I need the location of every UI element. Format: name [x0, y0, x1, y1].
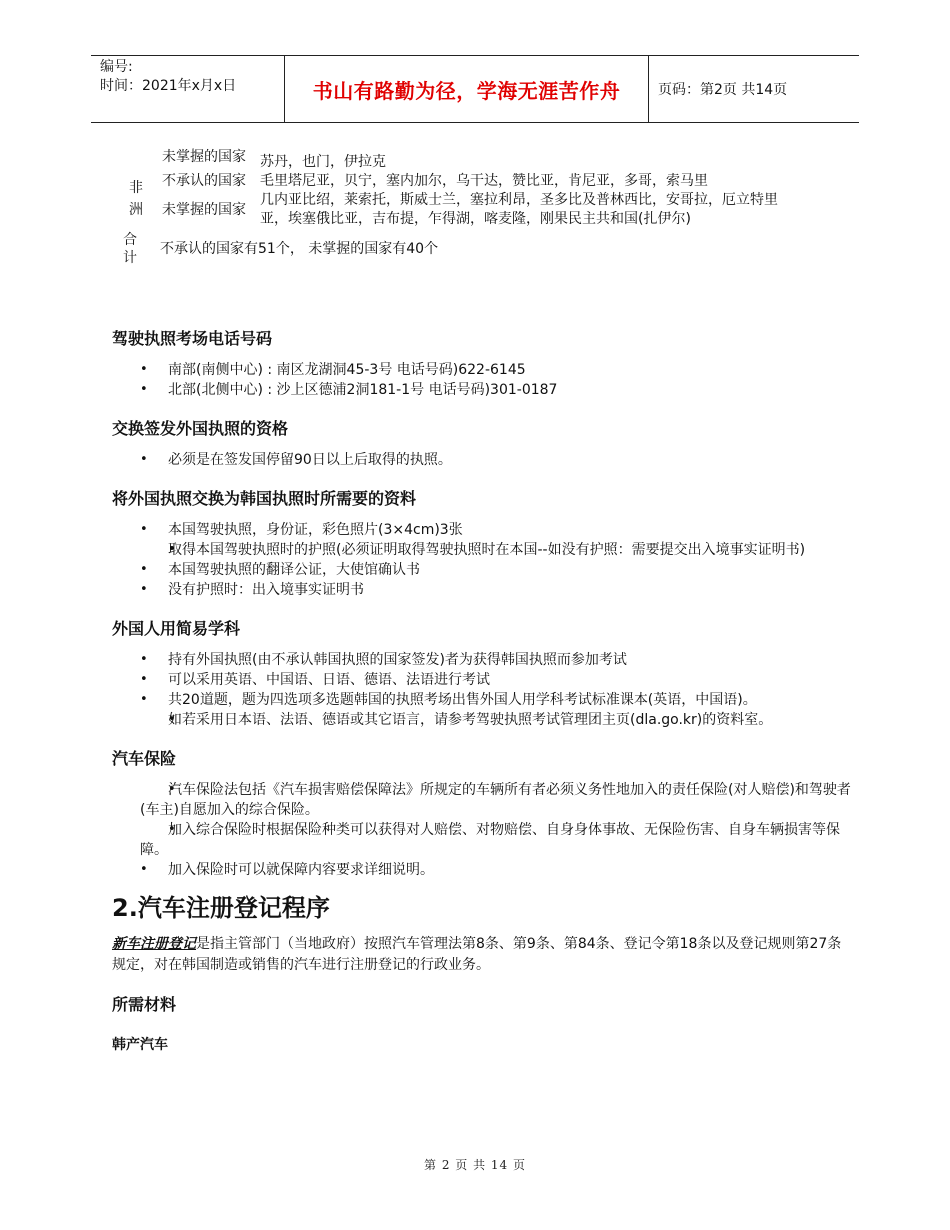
simple-exam-list — [112, 650, 852, 730]
korean-car-label: 韩产汽车 — [112, 1037, 168, 1053]
registration-term: 新车注册登记 — [112, 936, 196, 952]
total-label: 合计 — [123, 232, 137, 266]
list-item: • 北部(北侧中心) : 沙上区德浦2洞181-1号 电话号码)301-0187 — [112, 380, 852, 400]
time-label: 时间：2021年x月x日 — [100, 78, 237, 94]
list-item: • 必须是在签发国停留90日以上后取得的执照。 — [112, 450, 852, 470]
countries-cell — [260, 143, 790, 172]
status-cell — [162, 191, 260, 229]
list-item: • 没有护照时：出入境事实证明书 — [112, 580, 852, 600]
header-page-info: 页码：第2页 共14页 — [658, 82, 788, 98]
list-item: • 取得本国驾驶执照时的护照(必须证明取得驾驶执照时在本国--如没有护照：需要提交出入境事实证明书) — [112, 540, 852, 560]
status-text: 不承认的国家 — [162, 173, 246, 189]
list-item: • 本国驾驶执照，身份证，彩色照片(3×4cm)3张 — [112, 520, 852, 540]
document-header — [91, 55, 859, 123]
header-meta — [91, 56, 284, 122]
region-text: 非洲 — [129, 180, 143, 218]
total-cell — [150, 231, 790, 267]
registration-definition — [112, 934, 852, 976]
phone-list — [112, 360, 852, 400]
status-cell — [162, 172, 260, 191]
list-item: • 如若采用日本语、法语、德语或其它语言，请参考驾驶执照考试管理团主页(dla.go.kr)的资料室。 — [112, 710, 852, 730]
section-title-documents: 将外国执照交换为韩国执照时所需要的资料 — [112, 489, 417, 508]
africa-country-table — [110, 143, 790, 267]
list-item: • 加入综合保险时根据保险种类可以获得对人赔偿、对物赔偿、自身身体事故、无保险伤害、自身车辆损害等保障。 — [112, 820, 852, 860]
main-content — [112, 328, 852, 1054]
header-motto: 书山有路勤为径，学海无涯苦作舟 — [284, 56, 649, 122]
registration-definition-text: 是指主管部门（当地政府）按照汽车管理法第8条、第9条、第84条、登记令第18条以及登记规则第27条规定，对在韩国制造或销售的汽车进行注册登记的行政业务。 — [112, 936, 842, 973]
list-item: • 汽车保险法包括《汽车损害赔偿保障法》所规定的车辆所有者必须义务性地加入的责任保险(对人赔偿)和驾驶者(车主)自愿加入的综合保险。 — [112, 780, 852, 820]
countries-text: 苏丹，也门，伊拉克 — [260, 154, 386, 170]
section-title-registration: 2.汽车注册登记程序 — [112, 894, 330, 922]
region-label — [110, 143, 162, 229]
number-label: 编号: — [100, 59, 133, 75]
documents-list — [112, 520, 852, 600]
countries-cell — [260, 191, 790, 229]
status-cell — [162, 143, 260, 172]
qualification-list — [112, 450, 852, 470]
materials-title: 所需材料 — [112, 995, 177, 1014]
list-item: • 持有外国执照(由不承认韩国执照的国家签发)者为获得韩国执照而参加考试 — [112, 650, 852, 670]
list-item: • 本国驾驶执照的翻译公证，大使馆确认书 — [112, 560, 852, 580]
list-item: • 南部(南侧中心) : 南区龙湖洞45-3号 电话号码)622-6145 — [112, 360, 852, 380]
section-title-qualification: 交换签发外国执照的资格 — [112, 419, 289, 438]
total-label-cell — [110, 231, 150, 267]
countries-text: 几内亚比绍，莱索托，斯威士兰，塞拉利昂，圣多比及普林西比，安哥拉，厄立特里亚，埃塞俄比亚，吉布提，乍得湖，喀麦隆，刚果民主共和国(扎伊尔) — [260, 192, 778, 227]
section-title-simple-exam: 外国人用简易学科 — [112, 619, 241, 638]
countries-cell — [260, 172, 790, 191]
list-item: • 共20道题，题为四选项多选题韩国的执照考场出售外国人用学科考试标准课本(英语，中国语)。 — [112, 690, 852, 710]
countries-text: 毛里塔尼亚，贝宁，塞内加尔，乌干达，赞比亚，肯尼亚，多哥，索马里 — [260, 173, 708, 189]
list-item: • 加入保险时可以就保障内容要求详细说明。 — [112, 860, 852, 880]
status-text: 未掌握的国家 — [162, 201, 246, 218]
total-text: 不承认的国家有51个， 未掌握的国家有40个 — [160, 240, 439, 257]
list-item: • 可以采用英语、中国语、日语、德语、法语进行考试 — [112, 670, 852, 690]
status-text: 未掌握的国家 — [162, 149, 246, 165]
page-footer: 第 2 页 共 14 页 — [424, 1158, 526, 1172]
section-title-phone: 驾驶执照考场电话号码 — [112, 329, 273, 348]
insurance-list — [112, 780, 852, 880]
section-title-insurance: 汽车保险 — [112, 749, 177, 768]
